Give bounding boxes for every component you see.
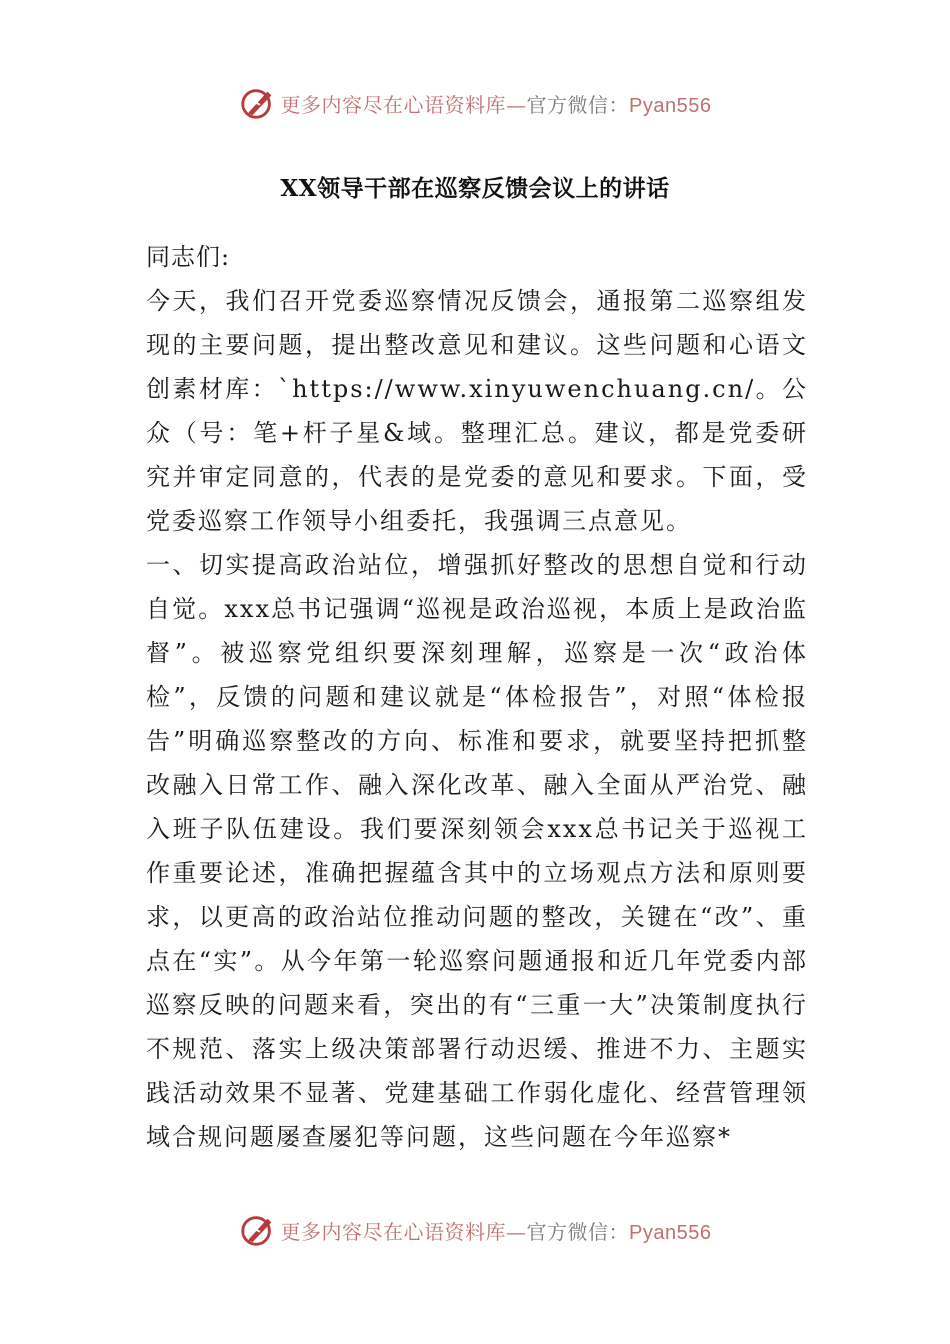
banner-main-text: 更多内容尽在心语资料库 [280,1219,507,1244]
banner-wechat-id: Pyan556 [629,94,712,117]
banner-official-label: 官方微信： [526,1219,630,1244]
banner-official-label: 官方微信： [526,92,630,117]
document-title: XX领导干部在巡察反馈会议上的讲话 [280,175,670,202]
banner-text [281,89,712,118]
banner-wechat-id: Pyan556 [629,1221,712,1244]
header-watermark-banner [0,81,950,125]
greeting: 同志们: [146,243,231,271]
footer-watermark-banner [0,1208,950,1252]
paragraph-point-one: 一、切实提高政治站位，增强抓好整改的思想自觉和行动自觉。xxx总书记强调“巡视是政治巡视，本质上是政治监督”。被巡察党组织要深刻理解，巡察是一次“政治体检”，反馈的问题和建议就是“体检报告”，对照“体检报告”明确巡察整改的方向、标准和要求，就要坚持把抓整改融入日常工作、融入深化改革、融入全面从严治党、融入班子队伍建设。我们要深刻领会xxx总书记关于巡视工作重要论述，准确把握蕴含其中的立场观点方法和原则要求，以更高的政治站位推动问题的整改，关键在“改”、重点在“实”。从今年第一轮巡察问题通报和近几年党委内部巡察反映的问题来看，突出的有“三重一大”决策制度执行不规范、落实上级决策部署行动迟缓、推进不力、主题实践活动效果不显著、党建基础工作弱化虚化、经营管理领域合规问题屡查屡犯等问题，这些问题在今年巡察* [146,551,808,1151]
document-body [146,235,808,1159]
banner-text [281,1216,712,1245]
banner-dash: — [506,1219,527,1244]
banner-main-text: 更多内容尽在心语资料库 [280,92,507,117]
pen-logo-icon [239,84,277,122]
banner-dash: — [506,92,527,117]
pen-logo-icon [239,1211,277,1249]
paragraph-intro: 今天，我们召开党委巡察情况反馈会，通报第二巡察组发现的主要问题，提出整改意见和建议。这些问题和心语文创素材库：`https://www.xinyuwenchuang.cn/。公众（号：笔+杆子星&域。整理汇总。建议，都是党委研究并审定同意的，代表的是党委的意见和要求。下面，受党委巡察工作领导小组委托，我强调三点意见。 [146,287,808,535]
